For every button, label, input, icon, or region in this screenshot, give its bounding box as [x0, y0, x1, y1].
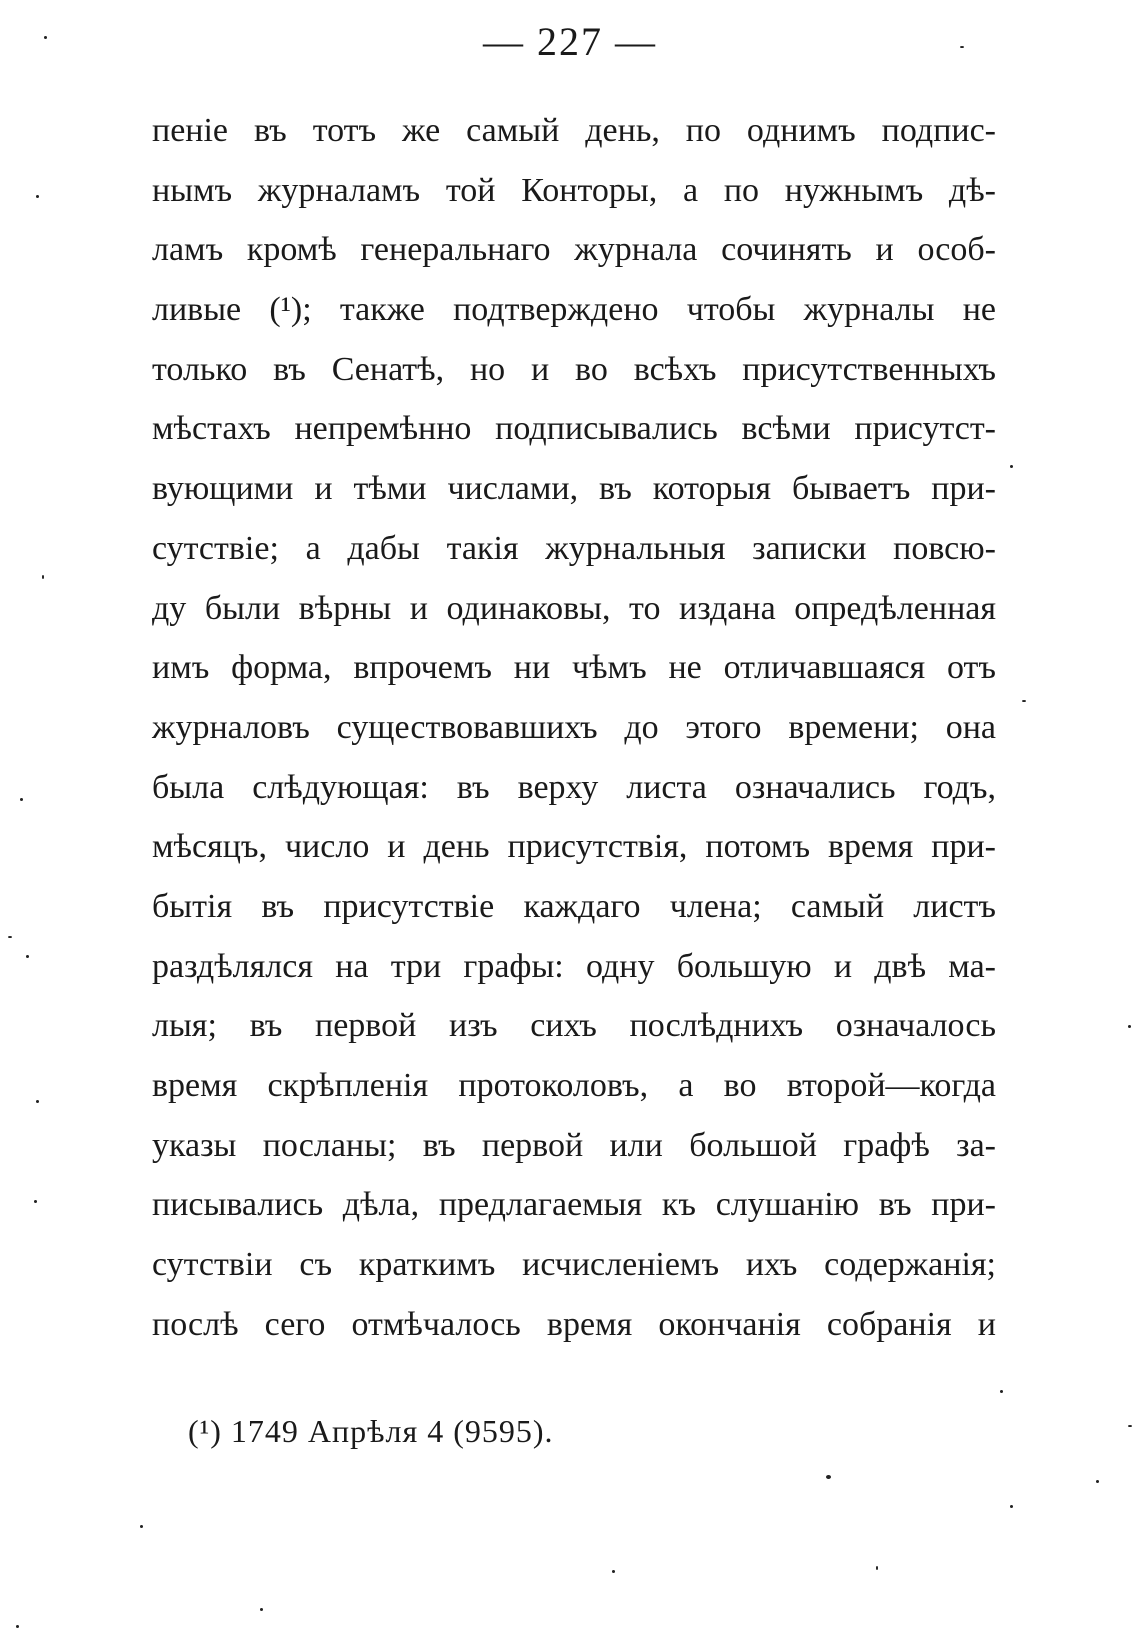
text-line: только въ Сенатѣ, но и во всѣхъ присутственныхъ — [152, 350, 996, 388]
scan-speck — [260, 1608, 263, 1611]
text-line: писывались дѣла, предлагаемыя къ слушанію въ при- — [152, 1186, 996, 1224]
text-line: сутствіи съ краткимъ исчисленіемъ ихъ содержанія; — [152, 1246, 996, 1284]
scan-speck — [612, 1570, 615, 1573]
text-line: раздѣлялся на три графы: одну большую и двѣ ма- — [152, 947, 996, 985]
scan-speck — [34, 1200, 37, 1203]
footnote: (¹) 1749 Апрѣля 4 (9595). — [188, 1413, 554, 1449]
scan-speck — [1128, 1425, 1132, 1427]
text-line: имъ форма, впрочемъ ни чѣмъ не отличавшаяся отъ — [152, 649, 996, 687]
scan-speck — [960, 46, 964, 48]
scan-speck — [36, 195, 39, 198]
scan-speck — [1010, 1505, 1013, 1508]
text-line: вующими и тѣми числами, въ которыя бываетъ при- — [152, 470, 996, 508]
scan-speck — [16, 1625, 19, 1628]
text-line: ламъ кромѣ генеральнаго журнала сочинять и особ- — [152, 231, 996, 269]
text-line: бытія въ присутствіе каждаго члена; самый листъ — [152, 887, 996, 925]
text-line: послѣ сего отмѣчалось время окончанія собранія и — [152, 1305, 996, 1343]
scan-speck — [1128, 1025, 1131, 1028]
scan-speck — [140, 1525, 143, 1528]
scan-speck — [1096, 1480, 1099, 1483]
scan-speck — [1022, 700, 1026, 702]
text-line: ду были вѣрны и одинаковы, то издана опредѣленная — [152, 589, 996, 627]
text-line: время скрѣпленія протоколовъ, а во второй—когда — [152, 1067, 996, 1104]
scan-speck — [36, 1100, 39, 1103]
scan-speck — [8, 936, 12, 938]
scan-speck — [876, 1566, 878, 1570]
text-line: была слѣдующая: въ верху листа означались годъ, — [152, 768, 996, 806]
text-line: журналовъ существовавшихъ до этого времени; она — [152, 708, 996, 746]
scan-speck — [42, 575, 44, 579]
body-text — [152, 101, 996, 1354]
text-line: мѣсяцъ, число и день присутствія, потомъ время при- — [152, 828, 996, 866]
page-number: — 227 — — [483, 19, 657, 64]
text-line: пеніе въ тотъ же самый день, по однимъ подпис- — [152, 112, 996, 149]
scan-speck — [1000, 1390, 1003, 1393]
text-line: ливые (¹); также подтверждено чтобы журналы не — [152, 291, 996, 329]
scan-speck — [1010, 465, 1013, 468]
scan-speck — [826, 1475, 831, 1479]
text-line: нымъ журналамъ той Конторы, а по нужнымъ дѣ- — [152, 171, 996, 209]
scan-speck — [20, 798, 23, 801]
scan-speck — [26, 955, 29, 958]
text-line: указы посланы; въ первой или большой графѣ за- — [152, 1126, 996, 1164]
text-line: лыя; въ первой изъ сихъ послѣднихъ означалось — [152, 1007, 996, 1045]
scan-speck — [44, 36, 47, 39]
text-line: мѣстахъ непремѣнно подписывались всѣми присутст- — [152, 410, 996, 448]
text-line: сутствіе; а дабы такія журнальныя записки повсю- — [152, 529, 996, 567]
